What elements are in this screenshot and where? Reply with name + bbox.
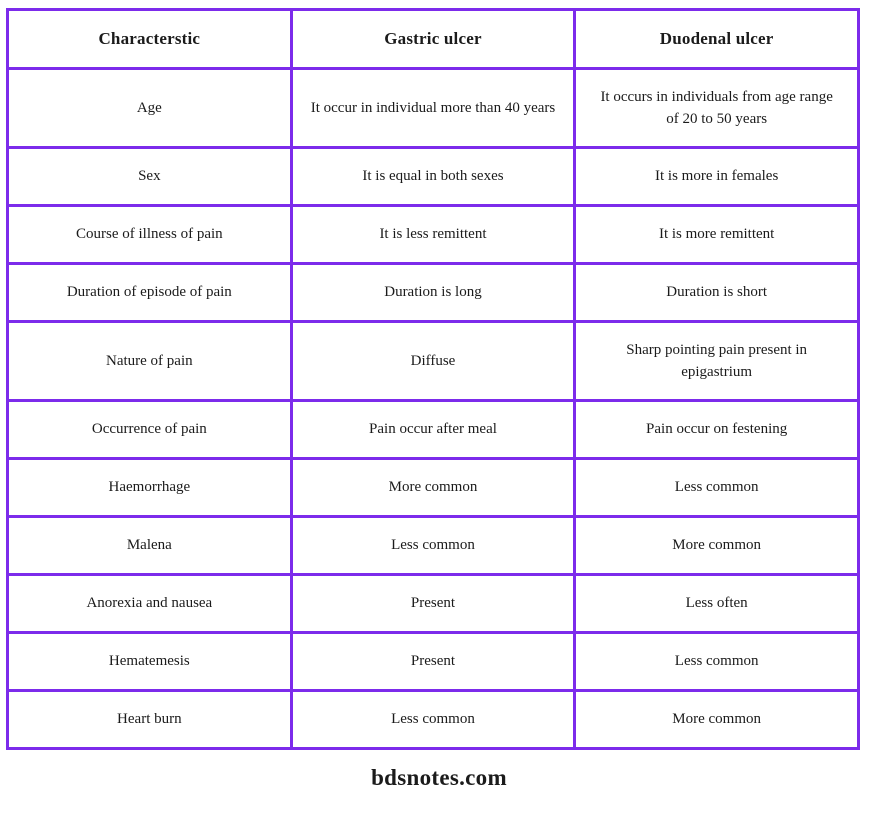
table-row [8,517,859,575]
duodenal-cell: Less often [575,575,859,633]
table-row [8,264,859,322]
characteristic-cell: Course of illness of pain [8,206,292,264]
duodenal-cell: It is more remittent [575,206,859,264]
gastric-cell: Duration is long [291,264,575,322]
gastric-cell: Pain occur after meal [291,401,575,459]
characteristic-cell: Age [8,69,292,148]
table-row [8,691,859,749]
characteristic-cell: Heart burn [8,691,292,749]
gastric-cell: Less common [291,691,575,749]
characteristic-cell: Duration of episode of pain [8,264,292,322]
gastric-cell: It is equal in both sexes [291,148,575,206]
duodenal-cell: It is more in females [575,148,859,206]
duodenal-cell: Sharp pointing pain present in epigastrium [575,322,859,401]
table-row [8,459,859,517]
table-body [8,69,859,749]
table-row [8,633,859,691]
gastric-cell: It occur in individual more than 40 years [291,69,575,148]
table-row [8,69,859,148]
gastric-cell: More common [291,459,575,517]
table-header [8,10,859,69]
duodenal-cell: It occurs in individuals from age range of 20 to 50 years [575,69,859,148]
characteristic-cell: Malena [8,517,292,575]
table-row [8,322,859,401]
header-duodenal-ulcer: Duodenal ulcer [575,10,859,69]
gastric-cell: Less common [291,517,575,575]
table-row [8,148,859,206]
table-row [8,206,859,264]
duodenal-cell: Less common [575,459,859,517]
characteristic-cell: Occurrence of pain [8,401,292,459]
gastric-cell: Present [291,633,575,691]
characteristic-cell: Anorexia and nausea [8,575,292,633]
header-characteristic: Characterstic [8,10,292,69]
duodenal-cell: More common [575,691,859,749]
duodenal-cell: Duration is short [575,264,859,322]
ulcer-comparison-table [6,8,860,750]
duodenal-cell: Pain occur on festening [575,401,859,459]
characteristic-cell: Hematemesis [8,633,292,691]
gastric-cell: Diffuse [291,322,575,401]
gastric-cell: It is less remittent [291,206,575,264]
header-row [8,10,859,69]
duodenal-cell: More common [575,517,859,575]
site-name: bdsnotes.com [371,765,507,790]
page-footer [12,765,866,791]
gastric-cell: Present [291,575,575,633]
duodenal-cell: Less common [575,633,859,691]
characteristic-cell: Nature of pain [8,322,292,401]
characteristic-cell: Haemorrhage [8,459,292,517]
table-row [8,401,859,459]
header-gastric-ulcer: Gastric ulcer [291,10,575,69]
characteristic-cell: Sex [8,148,292,206]
table-row [8,575,859,633]
